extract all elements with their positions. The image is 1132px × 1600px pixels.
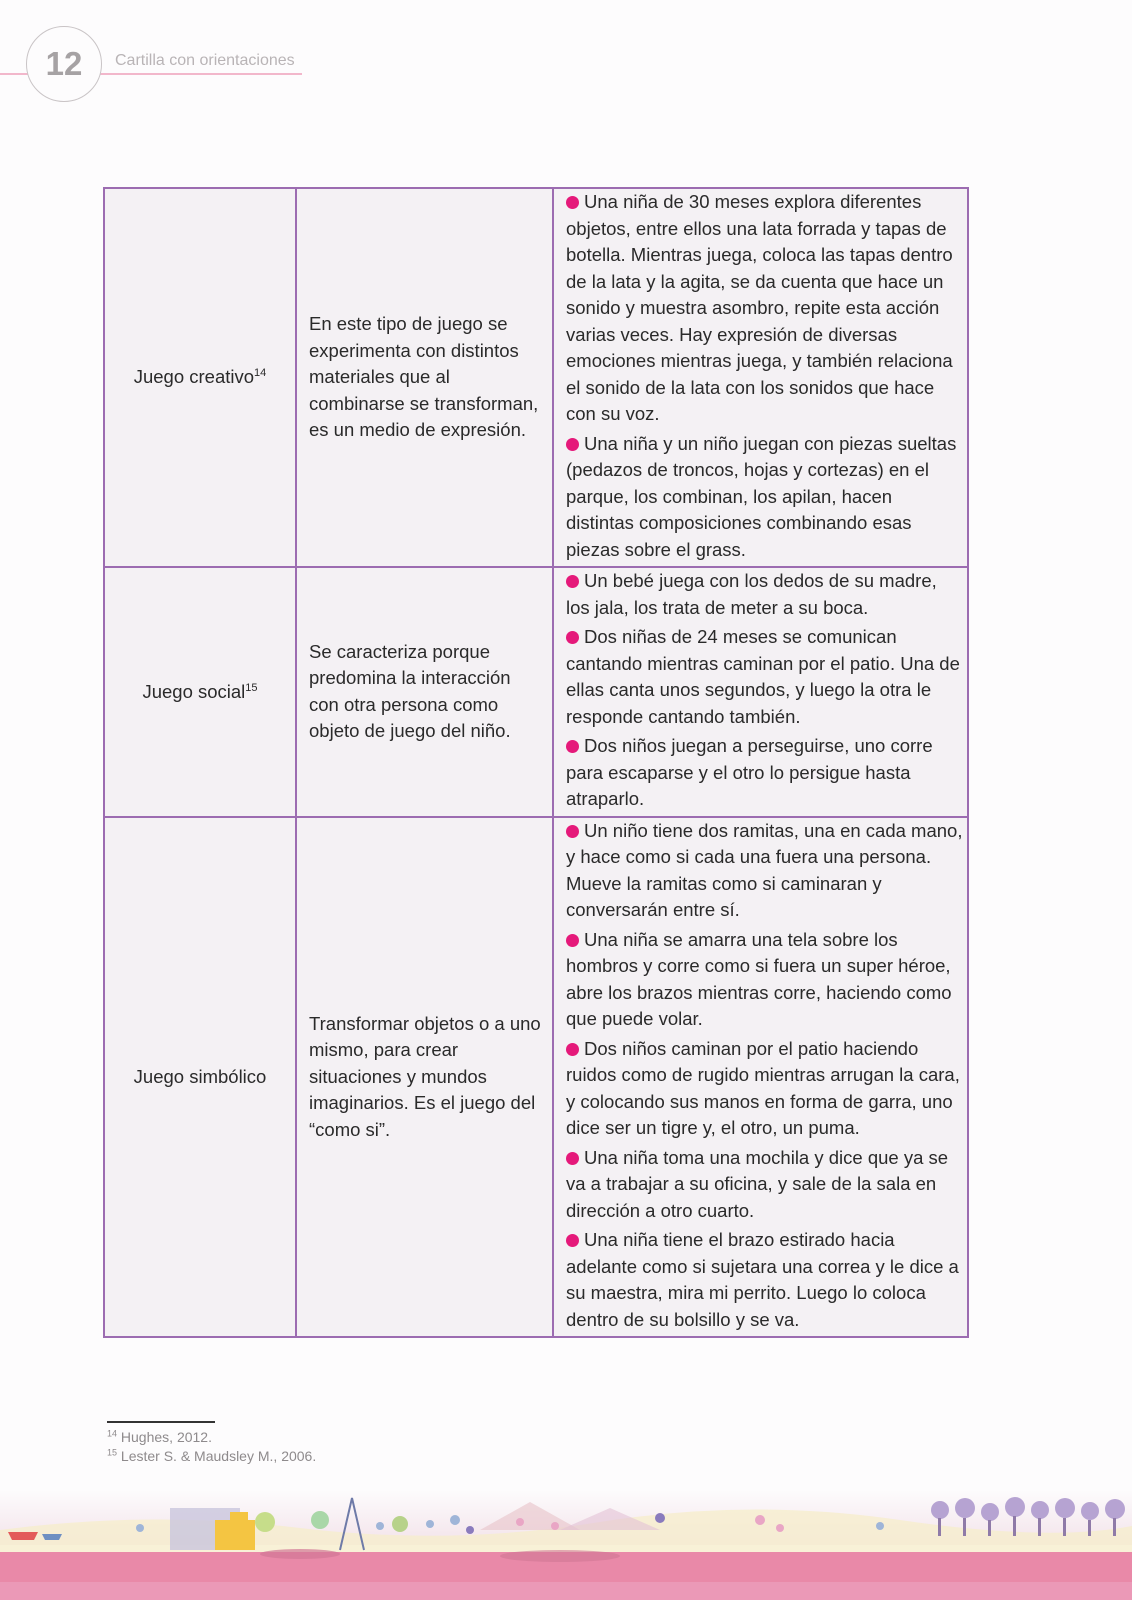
table-row xyxy=(104,817,968,1338)
example-item: Una niña toma una mochila y dice que ya se va a trabajar a su oficina, y sale de la sala en dirección a otro cuarto. xyxy=(566,1146,949,1221)
bullet-icon xyxy=(566,1043,579,1056)
footnote: $^{15}$ Lester S. & Maudsley M., 2006. xyxy=(107,1447,317,1464)
play-type-name: Juego social xyxy=(142,680,246,702)
table-row xyxy=(104,567,968,817)
bullet-icon xyxy=(566,1234,579,1247)
description-cell: Transformar objetos o a uno mismo, para crear situaciones y mundos imaginarios. Es el juego del “como si”. xyxy=(296,817,553,1338)
footnote: $^{14}$ Hughes, 2012. xyxy=(107,1428,212,1445)
bullet-icon xyxy=(566,740,579,753)
play-type-cell xyxy=(104,188,296,567)
footnotes xyxy=(107,1428,316,1466)
example-item: Dos niños juegan a perseguirse, uno corre para escaparse y el otro lo persigue hasta atraparlo. xyxy=(566,735,933,809)
description-cell: En este tipo de juego se experimenta con distintos materiales que al combinarse se transforman, es un medio de expresión. xyxy=(296,188,553,567)
bullet-icon xyxy=(566,631,579,644)
juego-types-table xyxy=(103,187,969,1338)
example-item: Dos niñas de 24 meses se comunican cantando mientras caminan por el patio. Una de ellas canta unos segundos, y luego la otra le responde cantando también. xyxy=(566,626,960,727)
description-cell: Se caracteriza porque predomina la interacción con otra persona como objeto de juego del niño. xyxy=(296,567,553,817)
bottom-illustration xyxy=(0,1490,1132,1600)
examples-cell xyxy=(553,567,968,817)
example-item: Dos niños caminan por el patio haciendo ruidos como de rugido mientras arrugan la cara, y colocando sus manos en forma de garra, uno dice ser un tigre y, el otro, un puma. xyxy=(566,1037,960,1138)
header-title: Cartilla con orientaciones xyxy=(115,52,295,69)
play-type-name: Juego simbólico xyxy=(133,1065,267,1087)
example-item: Un bebé juega con los dedos de su madre, los jala, los trata de meter a su boca. xyxy=(566,570,937,618)
bullet-icon xyxy=(566,575,579,588)
play-type-cell xyxy=(104,567,296,817)
footnote-ref: 14 xyxy=(254,367,267,380)
bullet-icon xyxy=(566,825,579,838)
examples-cell xyxy=(553,188,968,567)
example-item: Una niña se amarra una tela sobre los hombros y corre como si fuera un super héroe, abre los brazos mientras corre, haciendo como que puede volar. xyxy=(566,928,952,1029)
footnote-rule xyxy=(107,1421,215,1423)
bullet-icon xyxy=(566,1152,579,1165)
bullet-icon xyxy=(566,438,579,451)
example-item: Una niña y un niño juegan con piezas sueltas (pedazos de troncos, hojas y cortezas) en el parque, los combinan, los apilan, hacen distintas composiciones combinando esas piezas sobre el grass. xyxy=(566,432,957,560)
page-number: 12 xyxy=(26,26,102,102)
example-item: Un niño tiene dos ramitas, una en cada mano, y hace como si cada una fuera una persona. Mueve la ramitas como si caminaran y conversarán entre sí. xyxy=(566,819,963,920)
examples-cell xyxy=(553,817,968,1338)
play-type-cell xyxy=(104,817,296,1338)
example-item: Una niña tiene el brazo estirado hacia adelante como si sujetara una correa y le dice a su maestra, mira mi perrito. Luego lo coloca dentro de su bolsillo y se va. xyxy=(566,1229,959,1330)
bullet-icon xyxy=(566,934,579,947)
footnote-ref: 15 xyxy=(245,681,258,694)
table-row xyxy=(104,188,968,567)
example-item: Una niña de 30 meses explora diferentes objetos, entre ellos una lata forrada y tapas de botella. Mientras juega, coloca las tapas dentro de la lata y la agita, se da cuenta que hace un sonido y muestra asombro, repite esta acción varias veces. Hay expresión de diversas emociones mientras juega, y también relaciona el sonido de la lata con los sonidos que hace con su voz. xyxy=(566,191,953,424)
bullet-icon xyxy=(566,196,579,209)
play-type-name: Juego creativo xyxy=(133,366,255,388)
